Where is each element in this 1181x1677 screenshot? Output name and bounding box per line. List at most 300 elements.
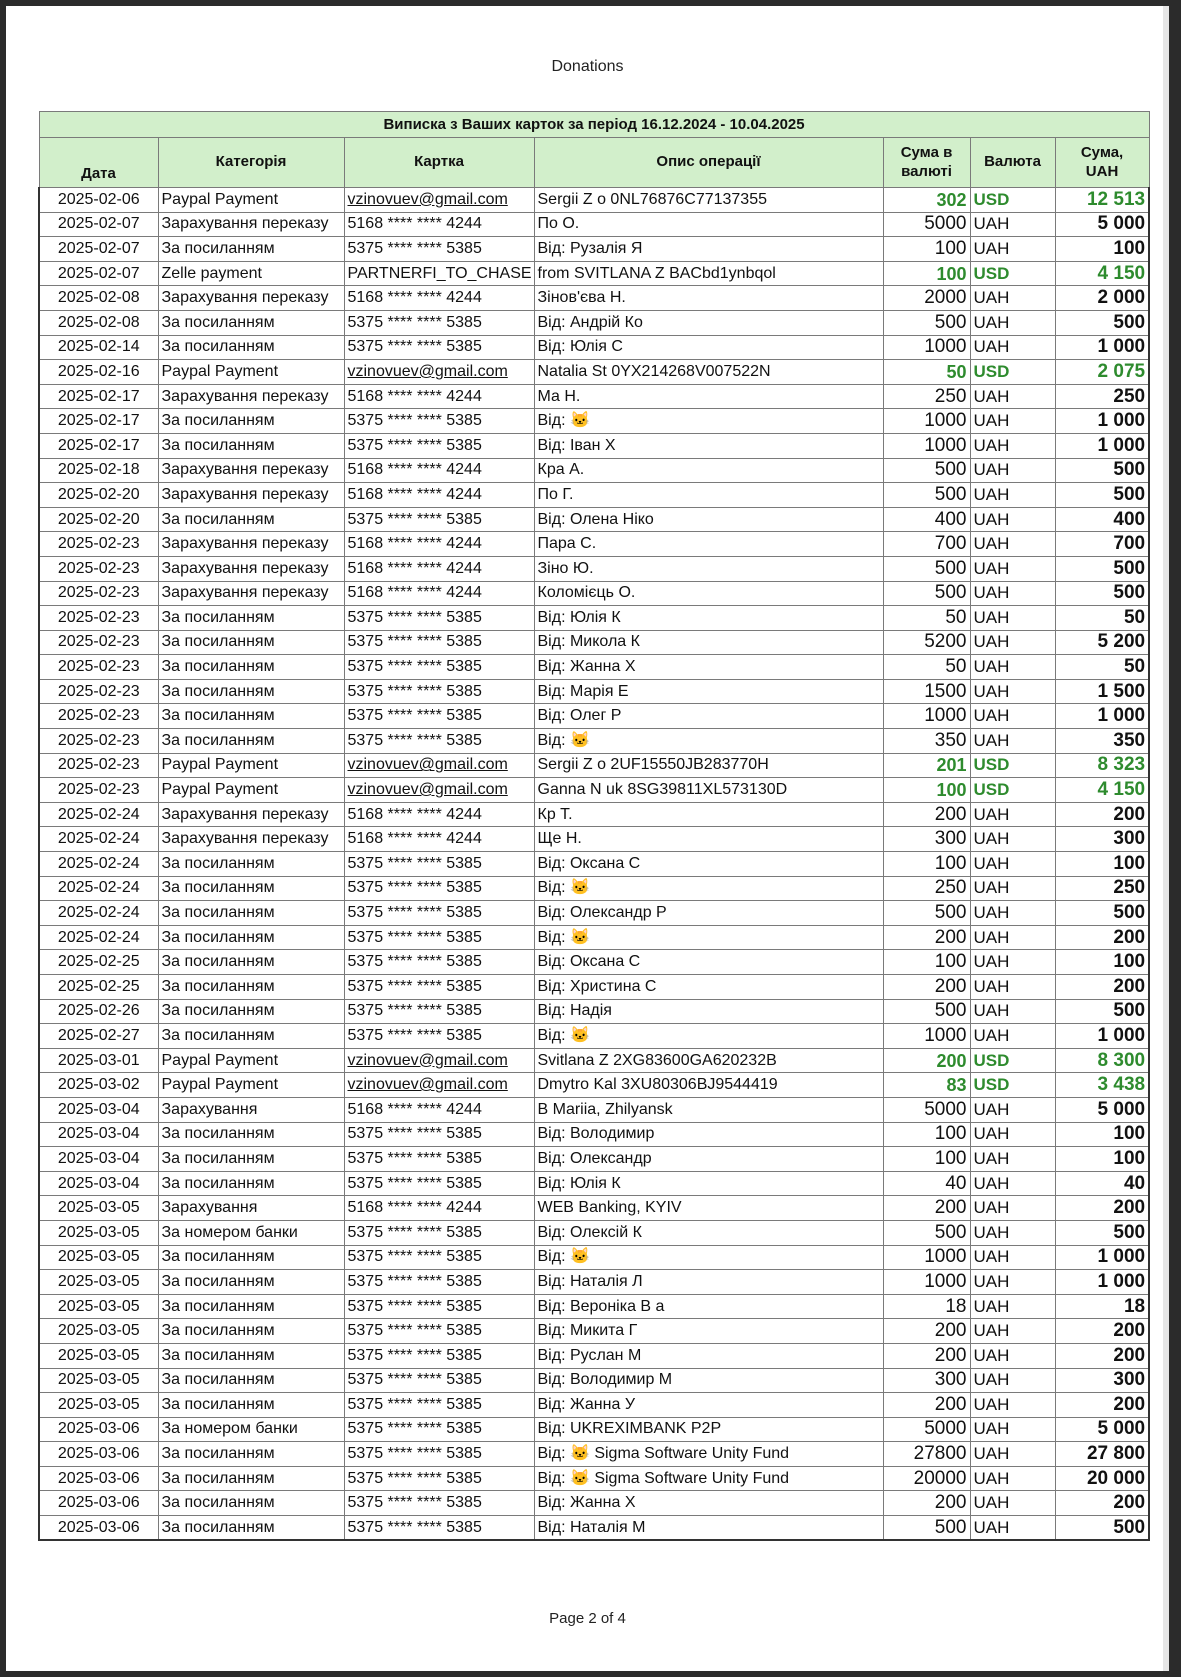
row-amount-uah: 50 (1055, 655, 1149, 680)
row-currency: UAH (970, 1270, 1055, 1295)
row-date: 2025-03-06 (39, 1516, 158, 1541)
row-amount: 83 (883, 1073, 970, 1098)
row-category: За посиланням (158, 1516, 344, 1541)
row-description: Від: Христина С (534, 975, 883, 1000)
row-amount: 500 (883, 458, 970, 483)
row-currency: UAH (970, 532, 1055, 557)
row-date: 2025-02-23 (39, 532, 158, 557)
row-amount-uah: 250 (1055, 384, 1149, 409)
row-card: 5375 **** **** 5385 (344, 901, 534, 926)
row-category: За посиланням (158, 1343, 344, 1368)
row-date: 2025-02-14 (39, 335, 158, 360)
row-currency: UAH (970, 901, 1055, 926)
row-description: Від: Оксана С (534, 852, 883, 877)
row-category: Zelle payment (158, 261, 344, 286)
row-description: Від: Надія (534, 999, 883, 1024)
row-card: 5375 **** **** 5385 (344, 1516, 534, 1541)
row-currency: UAH (970, 1343, 1055, 1368)
row-amount-uah: 1 000 (1055, 335, 1149, 360)
row-amount: 300 (883, 1368, 970, 1393)
row-card: 5375 **** **** 5385 (344, 679, 534, 704)
row-amount: 400 (883, 507, 970, 532)
row-amount: 20000 (883, 1466, 970, 1491)
table-row (39, 1393, 1149, 1418)
row-card: 5375 **** **** 5385 (344, 1319, 534, 1344)
row-card: 5375 **** **** 5385 (344, 729, 534, 754)
row-card: 5168 **** **** 4244 (344, 384, 534, 409)
row-date: 2025-03-05 (39, 1220, 158, 1245)
row-card (344, 1048, 534, 1073)
row-description: Від: Андрій Ко (534, 310, 883, 335)
row-category: Зарахування переказу (158, 458, 344, 483)
row-category: Paypal Payment (158, 188, 344, 213)
row-date: 2025-03-06 (39, 1417, 158, 1442)
table-row (39, 876, 1149, 901)
row-date: 2025-02-16 (39, 360, 158, 385)
row-description: Від: Юлія К (534, 606, 883, 631)
row-amount-uah: 200 (1055, 1319, 1149, 1344)
row-card: 5168 **** **** 4244 (344, 458, 534, 483)
row-date: 2025-02-24 (39, 802, 158, 827)
row-category: Paypal Payment (158, 1073, 344, 1098)
table-row (39, 1073, 1149, 1098)
row-category: За посиланням (158, 409, 344, 434)
row-category: За посиланням (158, 310, 344, 335)
table-row (39, 1343, 1149, 1368)
row-amount: 100 (883, 950, 970, 975)
row-card-email: vzinovuev@gmail.com (347, 190, 508, 208)
row-currency: UAH (970, 1466, 1055, 1491)
row-amount: 200 (883, 1393, 970, 1418)
row-amount-uah: 500 (1055, 999, 1149, 1024)
row-amount: 500 (883, 310, 970, 335)
table-row (39, 630, 1149, 655)
row-currency: UAH (970, 802, 1055, 827)
row-description: Від: Володимир (534, 1122, 883, 1147)
row-amount: 27800 (883, 1442, 970, 1467)
row-category: За посиланням (158, 704, 344, 729)
row-category: Paypal Payment (158, 753, 344, 778)
row-amount: 50 (883, 360, 970, 385)
row-description: По Г. (534, 483, 883, 508)
row-category: За посиланням (158, 335, 344, 360)
header-amount (883, 138, 970, 188)
row-category: За номером банки (158, 1220, 344, 1245)
row-description: Кр Т. (534, 802, 883, 827)
row-amount-uah: 400 (1055, 507, 1149, 532)
row-category: Зарахування (158, 1196, 344, 1221)
row-card: 5168 **** **** 4244 (344, 212, 534, 237)
row-amount-uah: 5 000 (1055, 212, 1149, 237)
row-category: За посиланням (158, 1122, 344, 1147)
row-category: Зарахування переказу (158, 212, 344, 237)
table-row (39, 975, 1149, 1000)
row-currency: UAH (970, 458, 1055, 483)
row-category: За посиланням (158, 901, 344, 926)
row-amount: 1000 (883, 1024, 970, 1049)
row-card: 5375 **** **** 5385 (344, 1122, 534, 1147)
row-date: 2025-02-27 (39, 1024, 158, 1049)
row-amount: 500 (883, 483, 970, 508)
row-card: 5375 **** **** 5385 (344, 1294, 534, 1319)
row-currency: UAH (970, 655, 1055, 680)
row-description: Svitlana Z 2XG83600GA620232B (534, 1048, 883, 1073)
row-date: 2025-02-24 (39, 876, 158, 901)
row-amount-uah: 2 000 (1055, 286, 1149, 311)
row-date: 2025-03-05 (39, 1196, 158, 1221)
table-row (39, 1319, 1149, 1344)
header-description: Опис операції (534, 138, 883, 188)
table-row (39, 827, 1149, 852)
table-row (39, 679, 1149, 704)
table-row (39, 384, 1149, 409)
row-amount-uah: 100 (1055, 1122, 1149, 1147)
row-category: За посиланням (158, 1442, 344, 1467)
row-category: За посиланням (158, 655, 344, 680)
row-currency: UAH (970, 876, 1055, 901)
header-uah-line1: Сума, (1080, 143, 1124, 161)
row-date: 2025-03-04 (39, 1122, 158, 1147)
row-card-email: vzinovuev@gmail.com (347, 362, 508, 380)
row-amount: 200 (883, 1491, 970, 1516)
row-amount: 200 (883, 975, 970, 1000)
table-row (39, 778, 1149, 803)
row-date: 2025-03-04 (39, 1171, 158, 1196)
row-card-email: vzinovuev@gmail.com (347, 756, 508, 774)
row-category: Зарахування (158, 1097, 344, 1122)
row-date: 2025-02-20 (39, 483, 158, 508)
row-category: Зарахування переказу (158, 802, 344, 827)
row-amount: 500 (883, 901, 970, 926)
row-date: 2025-03-05 (39, 1343, 158, 1368)
row-card: 5168 **** **** 4244 (344, 532, 534, 557)
row-currency: USD (970, 778, 1055, 803)
row-date: 2025-02-17 (39, 433, 158, 458)
row-currency: UAH (970, 704, 1055, 729)
table-row (39, 852, 1149, 877)
row-description: Ganna N uk 8SG39811XL573130D (534, 778, 883, 803)
row-amount: 200 (883, 1319, 970, 1344)
row-date: 2025-02-24 (39, 925, 158, 950)
row-amount-uah: 100 (1055, 237, 1149, 262)
row-category: За посиланням (158, 729, 344, 754)
row-card: 5375 **** **** 5385 (344, 1491, 534, 1516)
row-amount-uah: 50 (1055, 606, 1149, 631)
table-row (39, 1417, 1149, 1442)
row-card: 5375 **** **** 5385 (344, 655, 534, 680)
row-category: За посиланням (158, 1466, 344, 1491)
row-date: 2025-03-06 (39, 1442, 158, 1467)
table-row (39, 409, 1149, 434)
row-currency: UAH (970, 1319, 1055, 1344)
row-amount-uah: 500 (1055, 483, 1149, 508)
row-currency: UAH (970, 630, 1055, 655)
row-card: 5375 **** **** 5385 (344, 1393, 534, 1418)
document-page (6, 6, 1169, 1671)
row-amount: 50 (883, 655, 970, 680)
row-currency: UAH (970, 1147, 1055, 1172)
row-description: Natalia St 0YX214268V007522N (534, 360, 883, 385)
row-currency: UAH (970, 950, 1055, 975)
row-amount: 100 (883, 852, 970, 877)
row-description: Кра А. (534, 458, 883, 483)
row-description: Від: 🐱 (534, 729, 883, 754)
row-description: Від: Олексій К (534, 1220, 883, 1245)
row-date: 2025-02-17 (39, 409, 158, 434)
row-amount-uah: 1 500 (1055, 679, 1149, 704)
row-card: 5168 **** **** 4244 (344, 556, 534, 581)
row-category: За посиланням (158, 950, 344, 975)
row-description: Від: Наталія М (534, 1516, 883, 1541)
table-row (39, 999, 1149, 1024)
row-card: 5375 **** **** 5385 (344, 433, 534, 458)
row-card-email: vzinovuev@gmail.com (347, 781, 508, 799)
table-row (39, 1048, 1149, 1073)
row-card: 5168 **** **** 4244 (344, 483, 534, 508)
row-amount-uah: 350 (1055, 729, 1149, 754)
row-description: Ще Н. (534, 827, 883, 852)
row-date: 2025-03-04 (39, 1097, 158, 1122)
row-amount-uah: 200 (1055, 802, 1149, 827)
row-category: За посиланням (158, 876, 344, 901)
row-category: За посиланням (158, 1147, 344, 1172)
row-amount-uah: 200 (1055, 1393, 1149, 1418)
row-currency: UAH (970, 606, 1055, 631)
row-card: 5375 **** **** 5385 (344, 999, 534, 1024)
row-currency: USD (970, 1073, 1055, 1098)
table-row (39, 1516, 1149, 1541)
row-category: За посиланням (158, 852, 344, 877)
row-amount-uah: 5 200 (1055, 630, 1149, 655)
table-row (39, 212, 1149, 237)
row-currency: UAH (970, 384, 1055, 409)
row-currency: UAH (970, 335, 1055, 360)
row-category: За посиланням (158, 630, 344, 655)
row-amount-uah: 500 (1055, 1516, 1149, 1541)
row-date: 2025-02-24 (39, 901, 158, 926)
row-category: За посиланням (158, 1393, 344, 1418)
row-card: 5168 **** **** 4244 (344, 1097, 534, 1122)
row-amount-uah: 8 323 (1055, 753, 1149, 778)
document-title: Donations (551, 58, 624, 75)
row-amount-uah: 500 (1055, 901, 1149, 926)
table-row (39, 1220, 1149, 1245)
row-amount: 18 (883, 1294, 970, 1319)
row-card: 5375 **** **** 5385 (344, 950, 534, 975)
row-card-email: vzinovuev@gmail.com (347, 1076, 508, 1094)
row-card: 5168 **** **** 4244 (344, 802, 534, 827)
row-description: Від: Іван Х (534, 433, 883, 458)
row-category: За посиланням (158, 1491, 344, 1516)
row-amount-uah: 5 000 (1055, 1417, 1149, 1442)
row-amount-uah: 500 (1055, 581, 1149, 606)
row-currency: UAH (970, 975, 1055, 1000)
row-date: 2025-02-08 (39, 286, 158, 311)
row-date: 2025-02-07 (39, 237, 158, 262)
row-description: Від: Микита Г (534, 1319, 883, 1344)
row-amount-uah: 2 075 (1055, 360, 1149, 385)
row-date: 2025-03-05 (39, 1245, 158, 1270)
table-row (39, 286, 1149, 311)
row-currency: UAH (970, 1393, 1055, 1418)
row-category: За посиланням (158, 507, 344, 532)
row-card: 5375 **** **** 5385 (344, 852, 534, 877)
row-amount-uah: 4 150 (1055, 778, 1149, 803)
row-date: 2025-02-25 (39, 975, 158, 1000)
row-amount-uah: 500 (1055, 1220, 1149, 1245)
row-card: 5375 **** **** 5385 (344, 237, 534, 262)
row-amount-uah: 250 (1055, 876, 1149, 901)
row-currency: USD (970, 1048, 1055, 1073)
row-category: Зарахування переказу (158, 827, 344, 852)
row-date: 2025-02-18 (39, 458, 158, 483)
row-card: 5375 **** **** 5385 (344, 1343, 534, 1368)
table-row (39, 1196, 1149, 1221)
row-amount-uah: 18 (1055, 1294, 1149, 1319)
row-card: 5375 **** **** 5385 (344, 1220, 534, 1245)
row-card: PARTNERFI_TO_CHASE (344, 261, 534, 286)
table-row (39, 1122, 1149, 1147)
table-row (39, 1147, 1149, 1172)
row-category: За посиланням (158, 925, 344, 950)
row-currency: UAH (970, 1196, 1055, 1221)
row-category: Paypal Payment (158, 778, 344, 803)
row-description: Від: Юлія С (534, 335, 883, 360)
row-currency: USD (970, 261, 1055, 286)
row-amount: 200 (883, 925, 970, 950)
row-description: WEB Banking, KYIV (534, 1196, 883, 1221)
row-date: 2025-02-23 (39, 655, 158, 680)
row-date: 2025-02-23 (39, 704, 158, 729)
row-amount: 1000 (883, 1270, 970, 1295)
row-category: Зарахування переказу (158, 556, 344, 581)
row-description: Від: 🐱 (534, 409, 883, 434)
row-date: 2025-02-08 (39, 310, 158, 335)
row-amount: 200 (883, 802, 970, 827)
row-currency: UAH (970, 1220, 1055, 1245)
row-date: 2025-02-17 (39, 384, 158, 409)
row-currency: UAH (970, 1171, 1055, 1196)
row-description: Від: Олександр Р (534, 901, 883, 926)
row-description: Від: Руслан М (534, 1343, 883, 1368)
row-currency: UAH (970, 581, 1055, 606)
row-amount: 1000 (883, 335, 970, 360)
row-description: Від: 🐱 (534, 876, 883, 901)
header-uah (1055, 138, 1149, 188)
table-row (39, 901, 1149, 926)
row-description: Від: Оксана С (534, 950, 883, 975)
row-date: 2025-03-05 (39, 1368, 158, 1393)
row-category: За посиланням (158, 237, 344, 262)
header-amount-line2: валюті (901, 162, 952, 180)
row-card (344, 360, 534, 385)
row-description: Від: Наталія Л (534, 1270, 883, 1295)
row-currency: UAH (970, 237, 1055, 262)
row-date: 2025-02-23 (39, 630, 158, 655)
row-description: Від: Олег Р (534, 704, 883, 729)
row-card: 5168 **** **** 4244 (344, 286, 534, 311)
row-description: Зіно Ю. (534, 556, 883, 581)
row-description: Пара С. (534, 532, 883, 557)
row-amount-uah: 1 000 (1055, 1024, 1149, 1049)
row-card (344, 753, 534, 778)
row-category: Paypal Payment (158, 360, 344, 385)
table-row (39, 1171, 1149, 1196)
table-row (39, 1368, 1149, 1393)
row-currency: UAH (970, 433, 1055, 458)
row-amount: 250 (883, 876, 970, 901)
header-amount-line1: Сума в (900, 143, 953, 161)
row-date: 2025-02-23 (39, 729, 158, 754)
header-uah-line2: UAH (1085, 162, 1119, 180)
row-description: Коломієць О. (534, 581, 883, 606)
row-currency: UAH (970, 999, 1055, 1024)
table-row (39, 1294, 1149, 1319)
row-category: За посиланням (158, 1368, 344, 1393)
row-date: 2025-03-05 (39, 1294, 158, 1319)
table-row (39, 704, 1149, 729)
row-card: 5375 **** **** 5385 (344, 606, 534, 631)
row-description: Від: Олена Ніко (534, 507, 883, 532)
table-row (39, 261, 1149, 286)
table-row (39, 1024, 1149, 1049)
row-amount: 1000 (883, 433, 970, 458)
row-description: Від: 🐱 (534, 1024, 883, 1049)
row-card (344, 1073, 534, 1098)
row-amount: 1500 (883, 679, 970, 704)
row-date: 2025-03-06 (39, 1466, 158, 1491)
row-amount: 5000 (883, 212, 970, 237)
row-category: Зарахування переказу (158, 286, 344, 311)
row-amount: 500 (883, 999, 970, 1024)
row-category: За номером банки (158, 1417, 344, 1442)
page-number: Page 2 of 4 (549, 1610, 626, 1627)
row-amount-uah: 8 300 (1055, 1048, 1149, 1073)
row-currency: USD (970, 753, 1055, 778)
row-card: 5375 **** **** 5385 (344, 409, 534, 434)
row-date: 2025-02-07 (39, 212, 158, 237)
row-description: Від: Жанна Х (534, 655, 883, 680)
row-amount-uah: 20 000 (1055, 1466, 1149, 1491)
row-amount-uah: 5 000 (1055, 1097, 1149, 1122)
row-amount-uah: 200 (1055, 975, 1149, 1000)
row-card: 5375 **** **** 5385 (344, 1442, 534, 1467)
row-date: 2025-02-24 (39, 827, 158, 852)
row-date: 2025-03-01 (39, 1048, 158, 1073)
header-currency: Валюта (970, 138, 1055, 188)
row-amount: 100 (883, 237, 970, 262)
row-amount-uah: 1 000 (1055, 1270, 1149, 1295)
row-category: За посиланням (158, 999, 344, 1024)
table-row (39, 188, 1149, 213)
row-currency: UAH (970, 1294, 1055, 1319)
row-amount: 500 (883, 556, 970, 581)
row-category: Paypal Payment (158, 1048, 344, 1073)
row-amount: 500 (883, 1516, 970, 1541)
row-date: 2025-03-05 (39, 1393, 158, 1418)
statement-table (38, 111, 1150, 1541)
table-row (39, 532, 1149, 557)
row-currency: UAH (970, 679, 1055, 704)
table-row (39, 237, 1149, 262)
row-card: 5375 **** **** 5385 (344, 507, 534, 532)
row-card: 5375 **** **** 5385 (344, 704, 534, 729)
row-amount-uah: 200 (1055, 1196, 1149, 1221)
row-category: За посиланням (158, 679, 344, 704)
header-date: Дата (39, 138, 158, 188)
row-description: Від: Рузалія Я (534, 237, 883, 262)
row-description: Від: 🐱 Sigma Software Unity Fund (534, 1442, 883, 1467)
